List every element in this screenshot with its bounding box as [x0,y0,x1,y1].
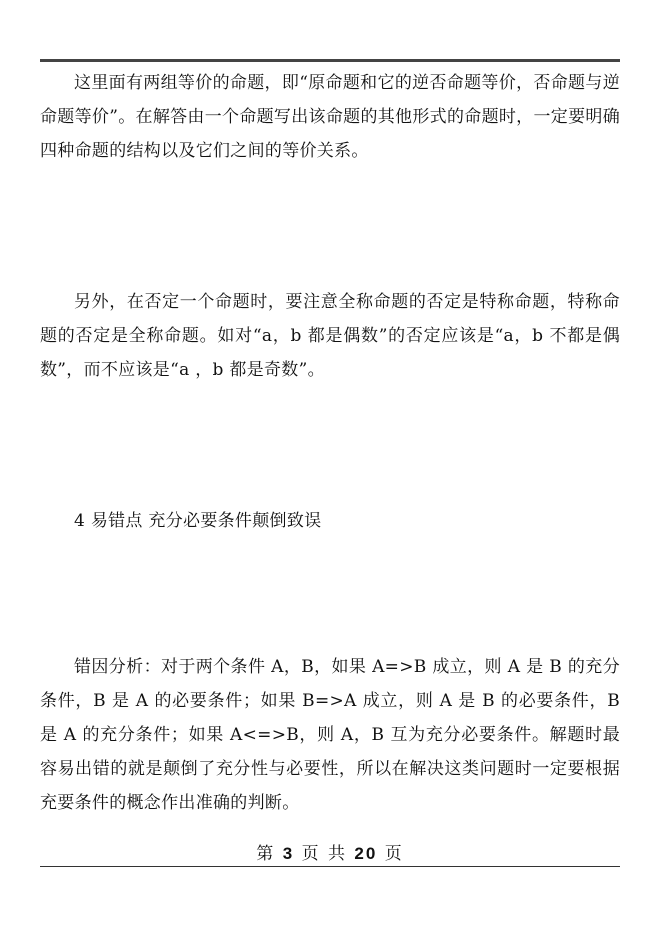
total-pages-number: 20 [354,844,378,863]
header-rule [40,59,620,62]
footer-suffix: 页 [384,844,404,864]
footer-rule [40,866,620,867]
footer-middle: 页 共 [301,844,347,864]
paragraph-error-analysis: 错因分析：对于两个条件 A，B，如果 A=>B 成立，则 A 是 B 的充分条件，B 是 A 的必要条件；如果 B=>A 成立，则 A 是 B 的必要条件，B 是 A 的充分条件；如果 A<=>B，则 A，B 互为充分必要条件。解题时最容易出错的就是颠倒了充分性与必要性，所以在解决这类问题时一定要根据充要条件的概念作出准确的判断。 [40,657,620,813]
paragraph-negation: 另外，在否定一个命题时，要注意全称命题的否定是特称命题，特称命题的否定是全称命题。如对“a，b 都是偶数”的否定应该是“a，b 不都是偶数”，而不应该是“a ，b 都是奇数”。 [40,292,620,380]
page-footer [40,842,620,866]
section-heading: 4 易错点 充分必要条件颠倒致误 [74,511,322,531]
footer-prefix: 第 [256,844,276,864]
current-page-number: 3 [282,844,295,863]
paragraph-equivalence: 这里面有两组等价的命题，即“原命题和它的逆否命题等价，否命题与逆命题等价”。在解答由一个命题写出该命题的其他形式的命题时，一定要明确四种命题的结构以及它们之间的等价关系。 [40,73,620,161]
